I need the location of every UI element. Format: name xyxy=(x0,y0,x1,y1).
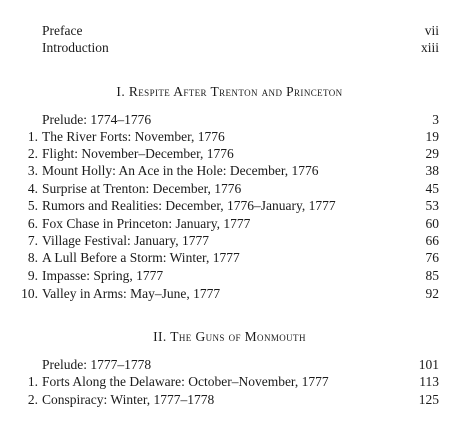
toc-entry-title: Village Festival: January, 1777 xyxy=(42,233,210,248)
toc-entry-title: Preface xyxy=(42,23,83,38)
toc-entry-title: Prelude: 1774–1776 xyxy=(42,112,152,127)
toc-entry-page: 125 xyxy=(418,392,439,407)
toc-entry xyxy=(0,215,459,233)
toc-entry xyxy=(0,232,459,250)
toc-entry-number: 3. xyxy=(27,163,38,178)
toc-entry-title: Introduction xyxy=(42,40,109,55)
toc-entry-number: 4. xyxy=(27,181,38,196)
toc-entry-title: Mount Holly: An Ace in the Hole: December, 1776 xyxy=(42,163,319,178)
toc-entry-page: 60 xyxy=(425,216,439,231)
toc-entry-introduction xyxy=(0,39,459,57)
toc-entry-page: 101 xyxy=(418,357,439,372)
toc-entry xyxy=(0,145,459,163)
toc-entry-title: Surprise at Trenton: December, 1776 xyxy=(42,181,242,196)
toc-entry xyxy=(0,197,459,215)
toc-entry-number: 8. xyxy=(27,250,38,265)
toc-entry-page: 113 xyxy=(419,374,439,389)
toc-entry-title: Impasse: Spring, 1777 xyxy=(42,268,164,283)
toc-entry-title: Flight: November–December, 1776 xyxy=(42,146,234,161)
toc-entry-title: Rumors and Realities: December, 1776–January, 1777 xyxy=(42,198,336,213)
toc-entry-page: 38 xyxy=(425,163,439,178)
toc-entry-title: The River Forts: November, 1776 xyxy=(42,129,225,144)
toc-entry xyxy=(0,373,459,391)
toc-entry xyxy=(0,180,459,198)
toc-entry xyxy=(0,162,459,180)
toc-entry xyxy=(0,391,459,409)
toc-entry-title: Fox Chase in Princeton: January, 1777 xyxy=(42,216,251,231)
toc-entry-page: 92 xyxy=(425,286,439,301)
toc-entry-number: 9. xyxy=(27,268,38,283)
toc-entry-title: Prelude: 1777–1778 xyxy=(42,357,152,372)
toc-entry-page: 19 xyxy=(425,129,439,144)
part-heading: II. The Guns of Monmouth xyxy=(153,329,306,344)
toc-entry-page: 85 xyxy=(425,268,439,283)
toc-entry-title: Conspiracy: Winter, 1777–1778 xyxy=(42,392,215,407)
toc-entry-page: vii xyxy=(424,23,439,38)
toc-entry-page: 45 xyxy=(425,181,439,196)
toc-entry-page: 66 xyxy=(425,233,439,248)
toc-entry-number: 2. xyxy=(27,146,38,161)
toc-entry-preface xyxy=(0,22,459,40)
toc-entry-title: Valley in Arms: May–June, 1777 xyxy=(42,286,221,301)
toc-entry-page: 29 xyxy=(425,146,439,161)
toc-entry xyxy=(0,356,459,374)
toc-entry xyxy=(0,128,459,146)
toc-entry-number: 1. xyxy=(27,374,38,389)
toc-entry xyxy=(0,111,459,129)
toc-entry xyxy=(0,249,459,267)
toc-entry xyxy=(0,267,459,285)
toc-entry-page: 76 xyxy=(425,250,439,265)
toc-entry-number: 5. xyxy=(27,198,38,213)
toc-entry-page: 53 xyxy=(425,198,439,213)
part-heading: I. Respite After Trenton and Princeton xyxy=(116,84,343,99)
toc-entry-number: 6. xyxy=(27,216,38,231)
toc-entry-title: A Lull Before a Storm: Winter, 1777 xyxy=(42,250,240,265)
toc-entry-number: 2. xyxy=(27,392,38,407)
toc-entry-number: 1. xyxy=(27,129,38,144)
toc-entry-page: xiii xyxy=(420,40,439,55)
toc-entry xyxy=(0,285,459,303)
toc-entry-number: 7. xyxy=(27,233,38,248)
toc-entry-title: Forts Along the Delaware: October–November, 1777 xyxy=(42,374,329,389)
toc-entry-number: 10. xyxy=(21,286,38,301)
toc-entry-page: 3 xyxy=(432,112,439,127)
